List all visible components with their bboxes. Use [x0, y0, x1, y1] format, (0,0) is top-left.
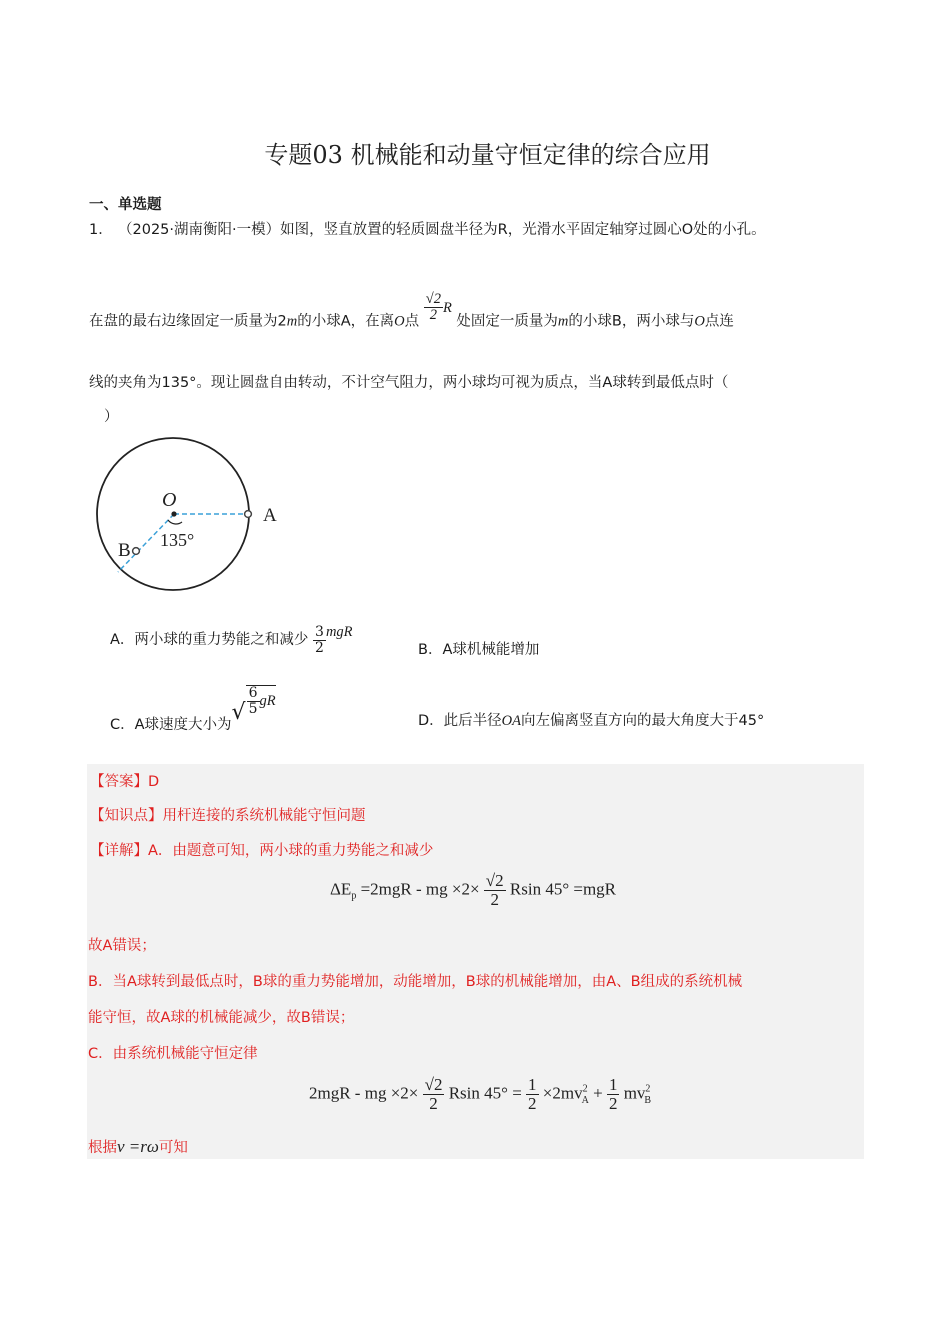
equation-1: $\Delta E_p =2mgR$ - mg ×2× $\frac{√2}{2}$ Rsin 45° =mgR	[330, 871, 617, 909]
question-text-line3: 线的夹角为135°。现让圆盘自由转动，不计空气阻力，两小球均可视为质点，当A球转到最低点时（	[89, 375, 729, 391]
fraction-sqrt2-over-2: $\frac{√2}{2}$	[425, 291, 441, 324]
disk-figure	[88, 436, 303, 596]
angle-label: 135°	[160, 530, 195, 550]
option-a[interactable]: A．两小球的重力势能之和减少 $\frac{3}{2}$ mgR	[110, 624, 353, 656]
fraction-3-over-2: $\frac{3}{2}$	[315, 624, 324, 656]
angle-arc	[168, 520, 182, 524]
a-wrong-line: 故A错误；	[88, 938, 156, 954]
question-text-line2: 在盘的最右边缘固定一质量为2m的小球A，在离O点 $\frac{√2}{2}$ R 处固定一质量为m的小球B，两小球与O点连	[89, 291, 734, 330]
label-b: B	[118, 540, 131, 561]
question-paren: ）	[104, 409, 119, 425]
sqrt-6-5-gr: $\frac{6}{5}$ gR	[246, 685, 276, 716]
c-analysis-line: C．由系统机械能守恒定律	[88, 1046, 258, 1062]
center-point	[171, 511, 176, 516]
equation-2: 2mgR - mg ×2× $\frac{√2}{2}$ Rsin 45° = $\frac{1}{2}$ $\times 2mv^2_A$ + $\frac{1}{2}$ $mv^2_B$	[309, 1075, 652, 1113]
section-heading: 一、单选题	[89, 197, 162, 213]
ball-b	[133, 548, 140, 555]
question-number: 1．	[89, 222, 113, 238]
solution-panel	[87, 764, 864, 1159]
b-analysis-line1: B．当A球转到最低点时，B球的重力势能增加，动能增加，B球的机械能增加，由A、B组成的系统机械	[88, 974, 743, 990]
label-o: O	[162, 489, 177, 511]
last-line: 根据v =rω可知	[88, 1137, 188, 1156]
option-c[interactable]: C．A球速度大小为√ $\frac{6}{5}$ gR	[110, 685, 276, 734]
b-analysis-line2: 能守恒，故A球的机械能减少，故B错误；	[88, 1010, 355, 1026]
knowledge-point: 【知识点】用杆连接的系统机械能守恒问题	[90, 808, 366, 824]
ball-a	[245, 511, 252, 518]
detail-line: 【详解】A．由题意可知，两小球的重力势能之和减少	[90, 843, 434, 859]
answer-line: 【答案】D	[90, 774, 160, 790]
document-title: 专题03 机械能和动量守恒定律的综合应用	[264, 141, 711, 169]
option-d[interactable]: D．此后半径OA向左偏离竖直方向的最大角度大于45°	[418, 713, 765, 729]
option-b[interactable]: B．A球机械能增加	[418, 642, 540, 658]
question-text-line1: （2025·湖南衡阳·一模）如图，竖直放置的轻质圆盘半径为R，光滑水平固定轴穿过圆心O处的小孔。	[118, 222, 766, 238]
label-a: A	[263, 505, 277, 526]
